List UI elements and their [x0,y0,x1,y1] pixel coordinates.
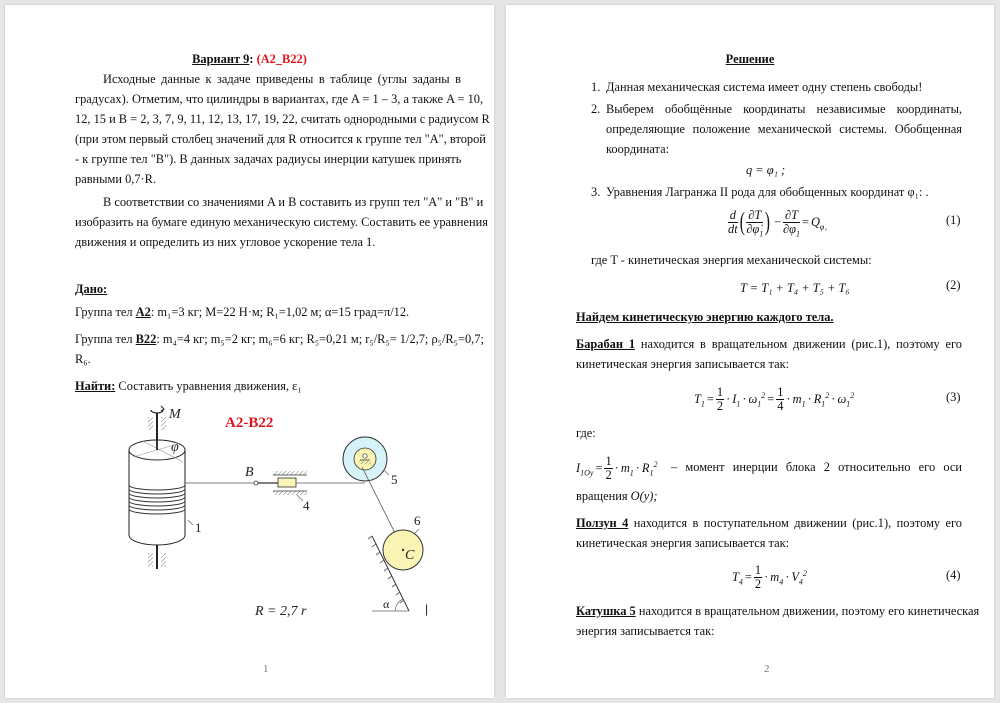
label-phi: φ [171,440,179,455]
drum-line [576,334,962,354]
given-label: Дано: [75,282,108,296]
para1-line: 12, 15 и B = 2, 3, 7, 9, 11, 12, 13, 17, 19, 22, считать однородными с радиусом R [75,112,490,126]
mechanism-figure [5,5,494,698]
label-5: 5 [391,472,398,487]
label-B: B [245,465,254,480]
joint-B [254,481,258,485]
drum-1 [129,406,202,569]
page-1 [5,5,494,698]
variant-code: (A2_B22) [256,52,307,66]
coil-5 [343,437,398,487]
equation-1-number: (1) [946,213,961,227]
equation-3-number: (3) [946,390,961,404]
group-b-values-cont: R₆. [75,352,91,366]
group-b-prefix: Группа тел [75,332,136,346]
equation-2-number: (2) [946,278,961,292]
list-text: Уравнения Лагранжа II рода для обобщенных координат φ₁: . [606,185,929,199]
list-text: Данная механическая система имеет одну степень свободы! [606,80,923,94]
para1-line: Исходные данные к задаче приведены в таблице (углы заданы в [103,72,461,86]
find-text: Составить уравнения движения, ε₁ [115,379,302,393]
coil-text: находится в вращательном движении, поэтому его кинетическая [635,604,980,618]
group-a-values: : m₁=3 кг; M=22 Н·м; R₁=1,02 м; α=15 град=π/12. [150,305,410,319]
coil-line [576,601,980,621]
drum-text: находится в вращательном движении (рис.1), поэтому его [635,337,963,351]
radius-ratio: R = 2,7 r [255,604,307,619]
page-number: 2 [764,663,770,675]
equation-1: $\frac{d}{dt}$ ( $\frac{\partial T}{\partial\varphi̇_1}$ ) − $\frac{\partial T}{\partial\varphi_1}$ = $Q_{\varphi_1}$ [728,207,828,238]
slider-line [576,513,962,533]
list-number: 1. [591,80,601,94]
text-cursor: | [425,602,429,616]
label-C: C [405,548,415,563]
page-number: 1 [263,663,269,675]
para1-line: градусах). Отметим, что цилиндры в вариантах, где A = 1 – 3, а также A = 10, [75,92,484,106]
inertia-line2 [576,486,657,506]
group-b-values: : m₄=4 кг; m₅=2 кг; m₆=6 кг; R₅=0,21 м; r₅/R₅= 1/2,7; ρ₅/R₅=0,7; [156,332,484,346]
inertia-axis: O(y); [630,489,658,503]
label-6: 6 [414,513,421,528]
slider-text: находится в поступательном движении (рис.1), поэтому его [628,516,962,530]
figure-title: A2-B22 [225,415,274,431]
variant-label: Вариант 9 [192,52,250,66]
para2-line: изобразить на бумаге единую механическую систему. Составить ее уравнения [75,215,488,229]
list-text: Выберем обобщённые координаты независимые координаты, [606,102,962,116]
list-number: 2. [591,102,601,116]
inertia-formula: $I_{1Oy}$ = $\frac{1}{2}$ · $m_1$ · $R_1^2$ [576,453,658,482]
slider-4 [273,471,365,513]
where-T-text: где T - кинетическая энергия механической системы: [591,253,872,267]
list-number: 3. [591,185,601,199]
equation-q: q = φ₁ ; [746,163,786,177]
para1-line: (при этом первый столбец значений для R относится к группе тел "A", второй [75,132,486,146]
group-a-name: A2 [135,305,151,319]
para2-line: В соответствии со значениями A и B составить из групп тел "A" и "B" и [103,195,484,209]
inertia-text: – момент инерции блока 2 относительно его оси [671,460,962,474]
coil-text-cont: энергия записывается так: [576,624,715,638]
page-2 [506,5,994,698]
list-text: координата: [606,142,670,156]
solution-heading: Решение [725,52,775,66]
para2-line: движения и определить из них угловое ускорение тела 1. [75,235,376,249]
equation-4-number: (4) [946,568,961,582]
drum-label: Барабан 1 [576,337,636,351]
para1-line: равными 0,7·R. [75,172,157,186]
para1-line: - к группе тел "B"). В данных задачах радиусы инерции катушек принять [75,152,462,166]
label-alpha: α [383,597,390,611]
title-colon: : [249,52,257,66]
list-text: определяющие положение механической системы. Обобщенная [606,122,962,136]
drum-text-cont: кинетическая энергия записывается так: [576,357,790,371]
equation-2: T = T₁ + T₄ + T₅ + T₆ [740,281,850,295]
equation-3: $T_1$ = $\frac{1}{2}$ · $I_1$ · $\omega_1^2$ = $\frac{1}{4}$ · $m_1$ · $R_1^2$ · $\omega_1^2$ [694,384,855,413]
inertia-prefix: вращения [576,489,631,503]
label-M: M [169,407,181,422]
where-label: где: [576,426,596,440]
label-4: 4 [303,498,310,513]
group-a-prefix: Группа тел [75,305,136,319]
section-heading: Найдем кинетическую энергию каждого тела. [576,310,834,324]
coil-label: Катушка 5 [576,604,636,618]
find-label: Найти: [75,379,116,393]
equation-4: $T_4$ = $\frac{1}{2}$ · $m_4$ · $V_4^2$ [732,562,807,591]
label-1: 1 [195,520,202,535]
slider-text-cont: кинетическая энергия записывается так: [576,536,790,550]
slider-label: Ползун 4 [576,516,629,530]
group-b-name: B22 [135,332,157,346]
